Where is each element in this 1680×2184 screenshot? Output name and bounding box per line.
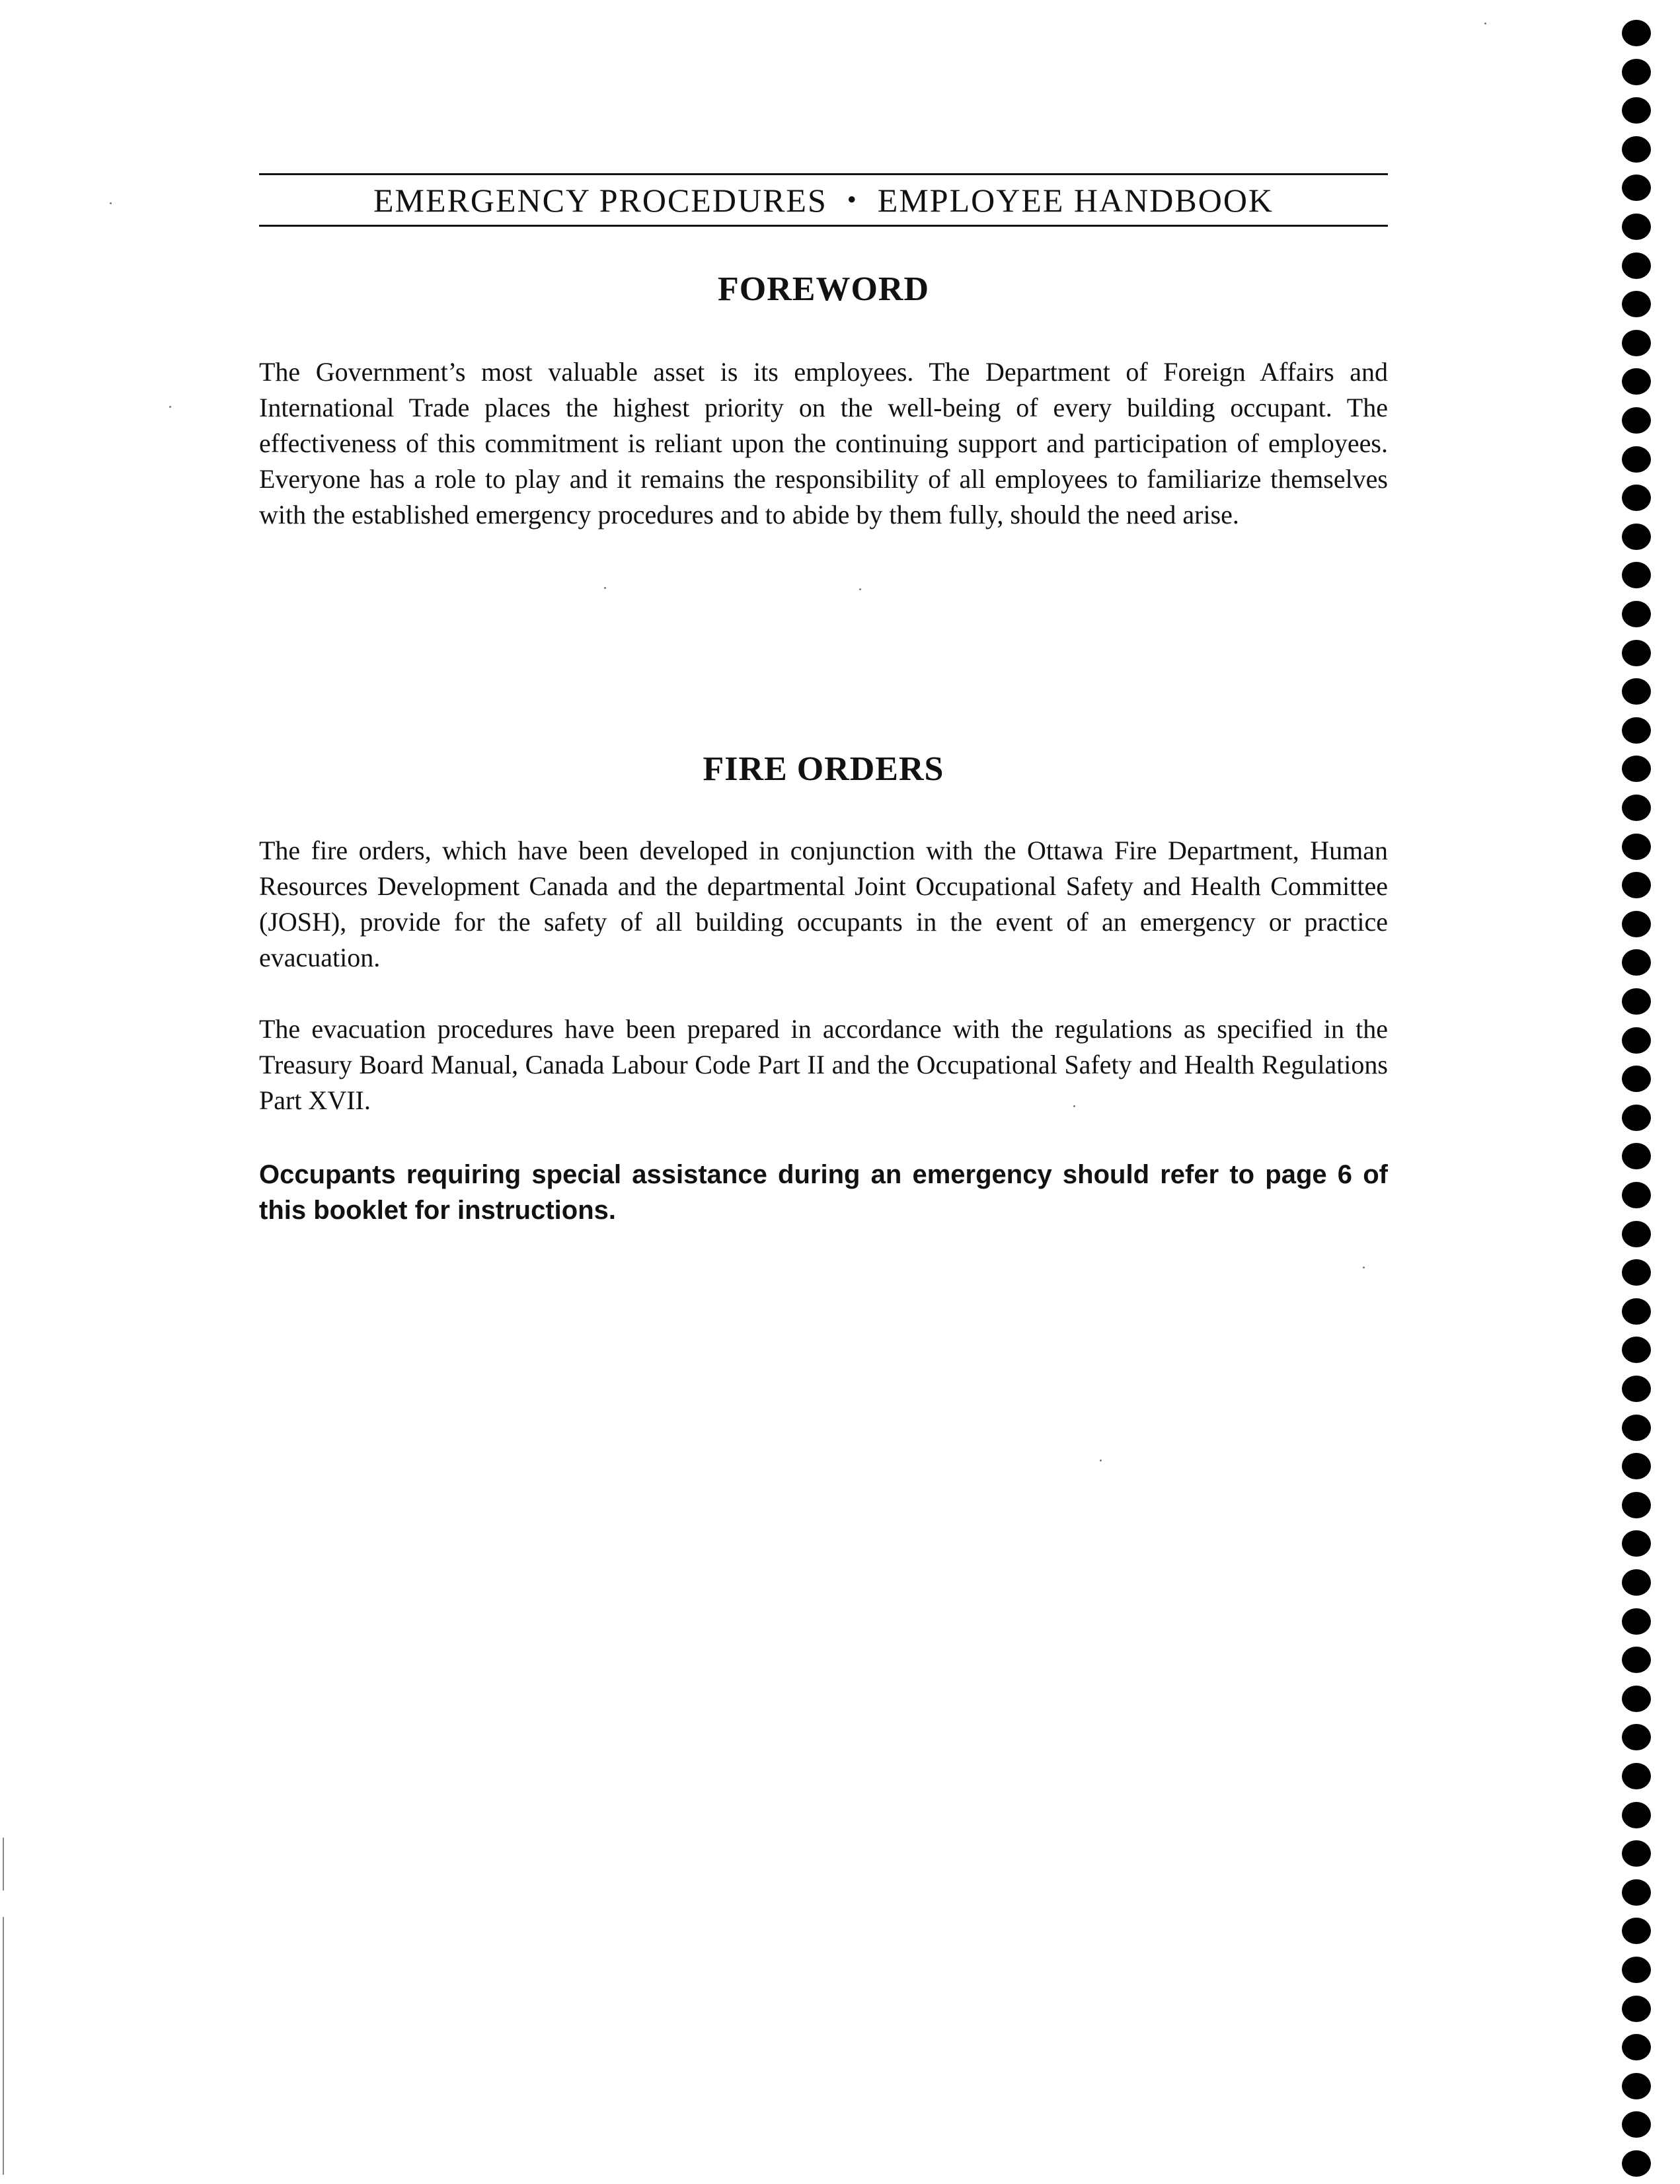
binding-hole xyxy=(1622,1143,1651,1169)
binding-hole xyxy=(1622,407,1651,434)
binding-hole xyxy=(1622,1569,1651,1596)
fire-orders-paragraph-1: The fire orders, which have been developed in conjunction with the Ottawa Fire Department, Human Resources Development Canada and the departmental Joint Occupational Safety and Health Committee (JOSH), provide for the safety of all building occupants in the event of an emergency or practice evacuation. xyxy=(259,836,1388,972)
binding-hole xyxy=(1622,1376,1651,1402)
binding-hole xyxy=(1622,446,1651,473)
binding-hole xyxy=(1622,678,1651,705)
scan-margin-mark xyxy=(3,1917,4,2175)
binding-hole xyxy=(1622,1530,1651,1557)
fire-orders-paragraph-2: The evacuation procedures have been prepared in accordance with the regulations as specified in the Treasury Board Manual, Canada Labour Code Part II and the Occupational Safety and Health Regulations Part XVII. xyxy=(259,1014,1388,1115)
scan-speck xyxy=(1484,22,1486,24)
binding-hole xyxy=(1622,1996,1651,2022)
binding-hole xyxy=(1622,485,1651,511)
binding-hole xyxy=(1622,1221,1651,1247)
binding-hole xyxy=(1622,2150,1651,2177)
binding-hole xyxy=(1622,1337,1651,1363)
binding-hole xyxy=(1622,1453,1651,1479)
binding-hole xyxy=(1622,949,1651,976)
binding-hole xyxy=(1622,1415,1651,1441)
binding-hole xyxy=(1622,1647,1651,1673)
binding-hole xyxy=(1622,988,1651,1015)
binding-hole xyxy=(1622,253,1651,279)
binding-hole xyxy=(1622,1182,1651,1208)
binding-hole xyxy=(1622,834,1651,860)
binding-hole xyxy=(1622,1027,1651,1054)
binding-hole xyxy=(1622,368,1651,395)
foreword-paragraph: The Government’s most valuable asset is its employees. The Department of Foreign Affairs and International Trade places the highest priority on the well-being of every building occupant. The effectiveness of this commitment is reliant upon the continuing support and participation of employees. Everyone has a role to play and it remains the responsibility of all employees to familiarize themselves with the established emergency procedures and to abide by them fully, should the need arise. xyxy=(259,357,1388,529)
binding-hole xyxy=(1622,1259,1651,1286)
binding-hole xyxy=(1622,1840,1651,1867)
scan-speck xyxy=(1073,1105,1075,1107)
binding-hole xyxy=(1622,2111,1651,2138)
binding-hole xyxy=(1622,1802,1651,1828)
binding-hole xyxy=(1622,562,1651,588)
binding-hole xyxy=(1622,2034,1651,2060)
binding-hole xyxy=(1622,20,1651,46)
binding-hole xyxy=(1622,214,1651,240)
scan-speck xyxy=(110,202,112,204)
binding-hole xyxy=(1622,717,1651,744)
header-title-right: EMPLOYEE HANDBOOK xyxy=(877,182,1274,219)
running-header xyxy=(259,178,1388,222)
scan-speck xyxy=(859,588,861,590)
header-bottom-rule xyxy=(259,225,1388,227)
binding-hole xyxy=(1622,1066,1651,1092)
binding-hole xyxy=(1622,524,1651,550)
binding-hole xyxy=(1622,911,1651,937)
special-assistance-note: Occupants requiring special assistance during an emergency should refer to page 6 of this booklet for instructions. xyxy=(259,1160,1388,1225)
scan-margin-mark xyxy=(3,1838,4,1891)
binding-hole xyxy=(1622,756,1651,782)
foreword-heading: FOREWORD xyxy=(718,270,929,308)
header-top-rule xyxy=(259,173,1388,175)
binding-hole xyxy=(1622,97,1651,124)
binding-hole xyxy=(1622,1105,1651,1131)
spiral-binding-holes xyxy=(1622,20,1656,2181)
binding-hole xyxy=(1622,1686,1651,1712)
binding-hole xyxy=(1622,59,1651,85)
scan-speck xyxy=(169,406,171,408)
binding-hole xyxy=(1622,640,1651,666)
binding-hole xyxy=(1622,1957,1651,1983)
binding-hole xyxy=(1622,1763,1651,1789)
binding-hole xyxy=(1622,330,1651,356)
binding-hole xyxy=(1622,1724,1651,1750)
scan-speck xyxy=(604,587,606,589)
binding-hole xyxy=(1622,1298,1651,1325)
header-title-left: EMERGENCY PROCEDURES xyxy=(373,182,827,219)
header-separator: • xyxy=(847,184,858,214)
binding-hole xyxy=(1622,1918,1651,1944)
binding-hole xyxy=(1622,1608,1651,1635)
binding-hole xyxy=(1622,136,1651,163)
binding-hole xyxy=(1622,872,1651,898)
scan-speck xyxy=(1363,1267,1365,1268)
binding-hole xyxy=(1622,1492,1651,1518)
scan-speck xyxy=(1100,1460,1102,1462)
binding-hole xyxy=(1622,175,1651,201)
binding-hole xyxy=(1622,291,1651,317)
binding-hole xyxy=(1622,2073,1651,2099)
binding-hole xyxy=(1622,1879,1651,1906)
binding-hole xyxy=(1622,795,1651,821)
binding-hole xyxy=(1622,601,1651,627)
fire-orders-heading: FIRE ORDERS xyxy=(703,750,944,788)
